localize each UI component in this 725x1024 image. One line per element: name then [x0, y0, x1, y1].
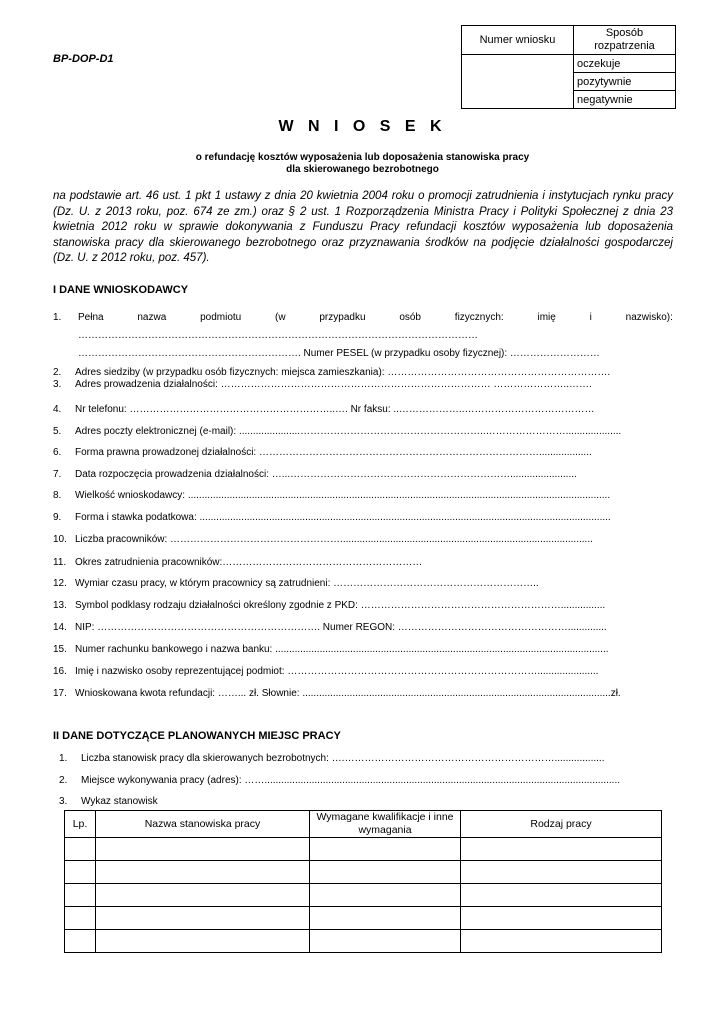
- registry-number-cell[interactable]: [462, 55, 574, 109]
- business-address-field[interactable]: 3. Adres prowadzenia działalności: ……………………………………………………………………… …………………..…….: [53, 379, 592, 390]
- applicant-size-field[interactable]: 8. Wielkość wnioskodawcy: ........................................................................................................................................................: [53, 490, 611, 501]
- registry-option-negative[interactable]: negatywnie: [574, 91, 676, 109]
- full-name-line[interactable]: …………………………………………………………………………………………………………: [78, 330, 478, 341]
- legal-basis: na podstawie art. 46 ust. 1 pkt 1 ustawy z dnia 20 kwietnia 2004 roku o promocji zatrudnienia i instytucjach rynku pracy (Dz. U. z 2013 roku, poz. 674 ze zm.) oraz § 2 ust. 1 Rozporządzenia Ministra Pracy i Polityki Społecznej z dnia 23 kwietnia 2012 roku w sprawie dokonywania z Funduszu Pracy refundacji kosztów wyposażenia lub doposażenia stanowiska pracy dla skierowanego bezrobotnego oraz przyznawania środków na podjęcie działalności gospodarczej (Dz. U. z 2012 roku, poz. 457).: [53, 190, 673, 265]
- section-1-heading: I DANE WNIOSKODAWCY: [53, 284, 189, 296]
- registry-header-number: Numer wniosku: [462, 26, 574, 55]
- full-name-label: Pełna nazwa podmiotu (w przypadku osób fizycznych: imię i nazwisko):: [78, 312, 673, 323]
- phone-fax-field[interactable]: 4. Nr telefonu: ……………………………………………………..…. Nr faksu: ..………………..…………………………………: [53, 404, 595, 415]
- table-row: [65, 930, 662, 953]
- email-field[interactable]: 5. Adres poczty elektronicznej (e-mail): ......................………………………………………………..……………………....................: [53, 426, 622, 437]
- address-seat-field[interactable]: 2. Adres siedziby (w przypadku osób fizycznych: miejsca zamieszkania): ………………………………………………………….: [53, 367, 611, 378]
- table-row: [65, 838, 662, 861]
- registry-header-method: Sposób rozpatrzenia: [574, 26, 676, 55]
- col-header-work-type: Rodzaj pracy: [461, 811, 662, 838]
- workplace-address-field[interactable]: 2. Miejsce wykonywania pracy (adres): ……................................................................................................................................: [59, 775, 621, 786]
- refund-amount-field[interactable]: 17. Wnioskowana kwota refundacji: ……... zł. Słownie: ...............................................................................................................zł.: [53, 688, 621, 699]
- document-subtitle: o refundację kosztów wyposażenia lub doposażenia stanowiska pracy dla skierowanego bezrobotnego: [195, 152, 530, 175]
- working-time-field[interactable]: 12. Wymiar czasu pracy, w którym pracownicy są zatrudnieni: ……………………………………………………..: [53, 578, 539, 589]
- table-row: [65, 884, 662, 907]
- legal-form-field[interactable]: 6. Forma prawna prowadzonej działalności: …………………………………………………………………………...................: [53, 447, 592, 458]
- pkd-symbol-field[interactable]: 13. Symbol podklasy rodzaju działalności określony zgodnie z PKD: ……………………………………………………................: [53, 600, 606, 611]
- nip-regon-field[interactable]: 14. NIP: …………………………………………………………. Numer REGON: ……………………………………………..............: [53, 622, 607, 633]
- col-header-lp: Lp.: [65, 811, 96, 838]
- positions-count-field[interactable]: 1. Liczba stanowisk pracy dla skierowanych bezrobotnych: ….………………………………………………………..................: [59, 753, 605, 764]
- table-row: [65, 861, 662, 884]
- applicant-full-name-field[interactable]: 1. Pełna nazwa podmiotu (w przypadku osób fizycznych: imię i nazwisko):: [53, 312, 673, 323]
- start-date-field[interactable]: 7. Data rozpoczęcia prowadzenia działalności: …...…………………………………………………………........................: [53, 469, 577, 480]
- tax-form-field[interactable]: 9. Forma i stawka podatkowa: ....................................................................................................................................................: [53, 512, 611, 523]
- positions-table: [64, 810, 662, 953]
- form-code: BP-DOP-D1: [53, 53, 114, 65]
- col-header-qualifications: Wymagane kwalifikacje i inne wymagania: [310, 811, 461, 838]
- table-row: [65, 907, 662, 930]
- employment-period-field[interactable]: 11. Okres zatrudnienia pracowników:……………………………………………………: [53, 557, 423, 568]
- pesel-field[interactable]: …………………………………………………………. Numer PESEL (w przypadku osoby fizycznej): ………………………: [78, 348, 600, 359]
- col-header-position-name: Nazwa stanowiska pracy: [96, 811, 310, 838]
- representative-field[interactable]: 16. Imię i nazwisko osoby reprezentującej podmiot: …………………………………………………………………......................: [53, 666, 599, 677]
- employee-count-field[interactable]: 10. Liczba pracowników: ……………………………………………...........................................................................................: [53, 534, 593, 545]
- document-title: W N I O S E K: [278, 118, 447, 135]
- registry-option-positive[interactable]: pozytywnie: [574, 73, 676, 91]
- registry-table: [461, 25, 676, 109]
- section-2-heading: II DANE DOTYCZĄCE PLANOWANYCH MIEJSC PRACY: [53, 730, 341, 742]
- registry-option-pending[interactable]: oczekuje: [574, 55, 676, 73]
- positions-list-label: 3. Wykaz stanowisk: [59, 796, 158, 807]
- bank-account-field[interactable]: 15. Numer rachunku bankowego i nazwa banku: ........................................................................................................................: [53, 644, 609, 655]
